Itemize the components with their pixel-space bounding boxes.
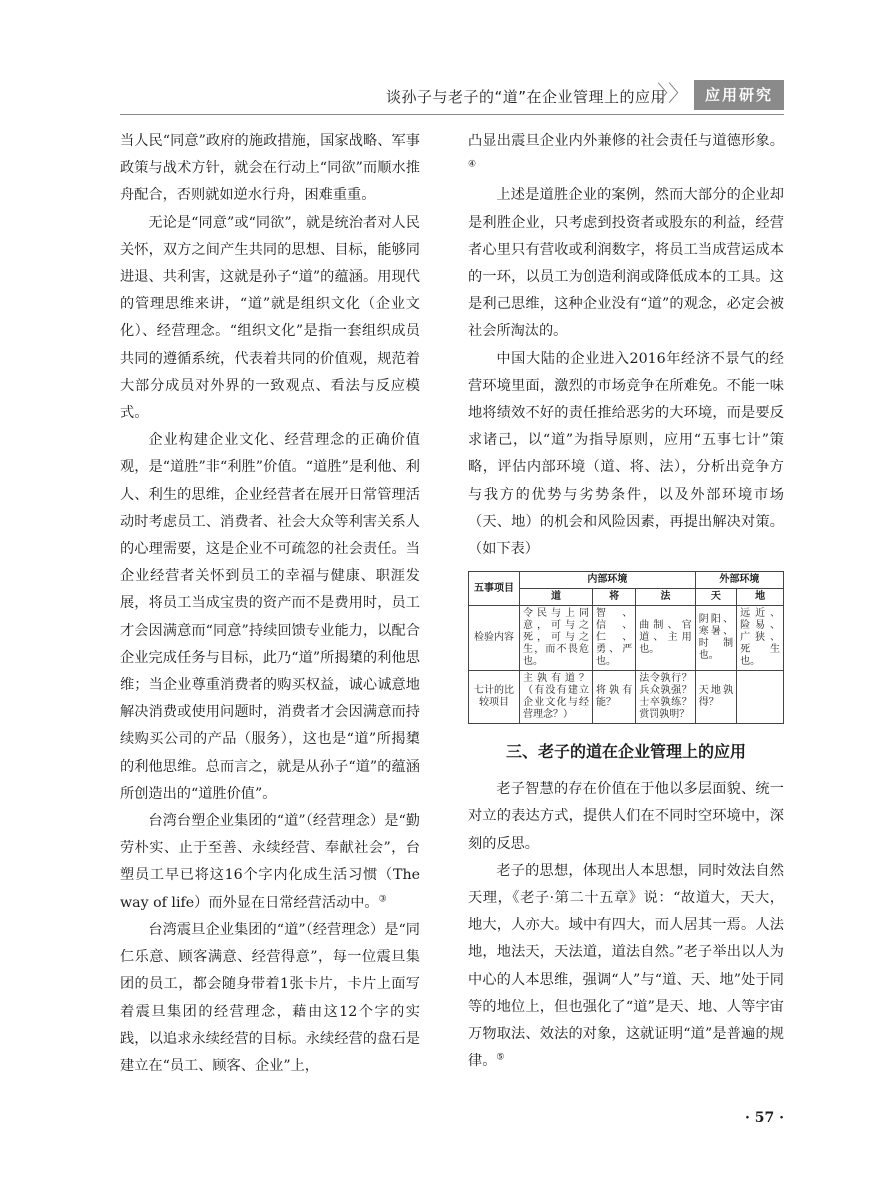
section-badge: 应用研究 <box>694 80 784 110</box>
right-column <box>468 128 784 1075</box>
table-cell: 智、信、仁、勇、严也。 <box>593 606 636 671</box>
paragraph: 上述是道胜企业的案例，然而大部分的企业却是利胜企业，只考虑到投资者或股东的利益，经营者心里只有营收或利润数字，将员工当成营运成本的一环，以员工为创造利润或降低成本的工具。这是利己思维，这种企业没有“道”的观念，必定会被社会所淘汰的。 <box>468 187 784 340</box>
paragraph: 无论是“同意”或“同欲”，就是统治者对人民关怀，双方之间产生共同的思想、目标，能够同进退、共利害，这就是孙子“道”的蕴涵。用现代的管理思维来讲，“道”就是组织文化（企业文化）、经营理念。“组织文化”是指一套组织成员共同的遵循系统，代表着共同的价值观，规范着大部分成员对外界的一致观点、看法与反应模式。 <box>120 214 420 422</box>
table-cell: 天地孰得？ <box>695 671 736 724</box>
left-column <box>120 128 420 1080</box>
five-factors-table <box>468 571 784 724</box>
chevron-right-icon: 〉〉 <box>656 82 690 107</box>
row-label: 检验内容 <box>469 606 520 671</box>
footnote-marker: ④ <box>468 159 477 170</box>
column-header: 道 <box>520 589 593 606</box>
table-cell: 曲制、官道、主用也。 <box>636 606 695 671</box>
table-corner-header: 五事项目 <box>469 572 520 606</box>
header-external-environment: 外部环境 <box>695 572 783 589</box>
paragraph: 当人民“同意”政府的施政措施，国家战略、军事政策与战术方针，就会在行动上“同欲”而顺水推舟配合，否则就如逆水行舟，困难重重。 <box>120 133 420 204</box>
table-cell: 将孰有能？ <box>593 671 636 724</box>
paragraph-with-footnote <box>120 808 420 917</box>
table-row <box>469 606 784 671</box>
table-cell <box>737 671 784 724</box>
five-factors-table-wrap <box>468 571 784 724</box>
footnote-marker: ⑤ <box>496 1052 505 1063</box>
paragraph-text: 老子的思想，体现出人本思想，同时效法自然天理，《老子·第二十五章》说：“故道大，天大，地大，人亦大。域中有四大，而人居其一焉。人法地，地法天，天法道，道法自然。”老子举出以人为中心的人本思维，强调“人”与“道、天、地”处于同等的地位上，但也强化了“道”是天、地、人等宇宙万物取法、效法的对象，这就证明“道”是普遍的规律。 <box>468 862 784 1070</box>
page-number: · 57 · <box>745 1110 784 1126</box>
paragraph-with-footnote <box>468 858 784 1076</box>
header-internal-environment: 内部环境 <box>520 572 696 589</box>
paragraph: 中国大陆的企业进入2016年经济不景气的经营环境里面，激烈的市场竞争在所难免。不能一味地将绩效不好的责任推给恶劣的大环境，而是要反求诸己，以“道”为指导原则，应用“五事七计”策略，评估内部环境（道、将、法），分析出竞争方与我方的优势与劣势条件，以及外部环境市场（天、地）的机会和风险因素，再提出解决对策。（如下表） <box>468 350 784 558</box>
paragraph: 企业构建企业文化、经营理念的正确价值观，是“道胜”非“利胜”价值。“道胜”是利他、利人、利生的思维，企业经营者在展开日常管理活动时考虑员工、消费者、社会大众等利害关系人的心理需要，这是企业不可疏忽的社会责任。当企业经营者关怀到员工的幸福与健康、职涯发展，将员工当成宝贵的资产而不是费用时，员工才会因满意而“同意”持续回馈专业能力，以配合企业完成任务与目标，此乃“道”所揭橥的利他思维；当企业尊重消费者的购买权益，诚心诚意地解决消费或使用问题时，消费者才会因满意而持续购买公司的产品（服务），这也是“道”所揭橥的利他思维。总而言之，就是从孙子“道”的蕴涵所创造出的“道胜价值”。 <box>120 432 420 802</box>
paragraph-text: 凸显出震旦企业内外兼修的社会责任与道德形象。 <box>468 133 784 149</box>
running-header <box>120 80 784 115</box>
paragraph-text: 台湾台塑企业集团的“道”（经营理念）是“勤劳朴实、止于至善、永续经营、奉献社会”，台塑员工早已将这16个字内化成生活习惯（The way of life）而外显在日常经营活动中。 <box>120 813 420 911</box>
paragraph: 台湾震旦企业集团的“道”（经营理念）是“同仁乐意、顾客满意、经营得意”，每一位震旦集团的员工，都会随身带着1张卡片，卡片上面写着震旦集团的经营理念，藉由这12个字的实践，以追求永续经营的目标。永续经营的盘石是建立在“员工、顾客、企业”上， <box>120 921 420 1074</box>
table-cell: 法令孰行？兵众孰强？士卒孰练？赏罚孰明？ <box>636 671 695 724</box>
table-cell: 阴阳、寒暑、时制也。 <box>695 606 736 671</box>
section-heading: 三、老子的道在企业管理上的应用 <box>505 742 746 762</box>
column-header: 将 <box>593 589 636 606</box>
paragraph-with-footnote <box>468 128 784 182</box>
table-header-row <box>469 572 784 589</box>
table-cell: 主孰有道？（有没有建立企业文化与经营理念？） <box>520 671 593 724</box>
running-header-title: 谈孙子与老子的“道”在企业管理上的应用 <box>385 88 666 106</box>
footnote-marker: ③ <box>378 893 387 904</box>
column-header: 地 <box>737 589 784 606</box>
paragraph: 老子智慧的存在价值在于他以多层面貌、统一对立的表达方式，提供人们在不同时空环境中，深刻的反思。 <box>468 781 784 852</box>
table-cell: 令民与上同意，可与之死，可与之生，而不畏危也。 <box>520 606 593 671</box>
column-header: 法 <box>636 589 695 606</box>
row-label: 七计的比较项目 <box>469 671 520 724</box>
table-row <box>469 671 784 724</box>
column-header: 天 <box>695 589 736 606</box>
table-cell: 远近、险易、广狭、死生也。 <box>737 606 784 671</box>
